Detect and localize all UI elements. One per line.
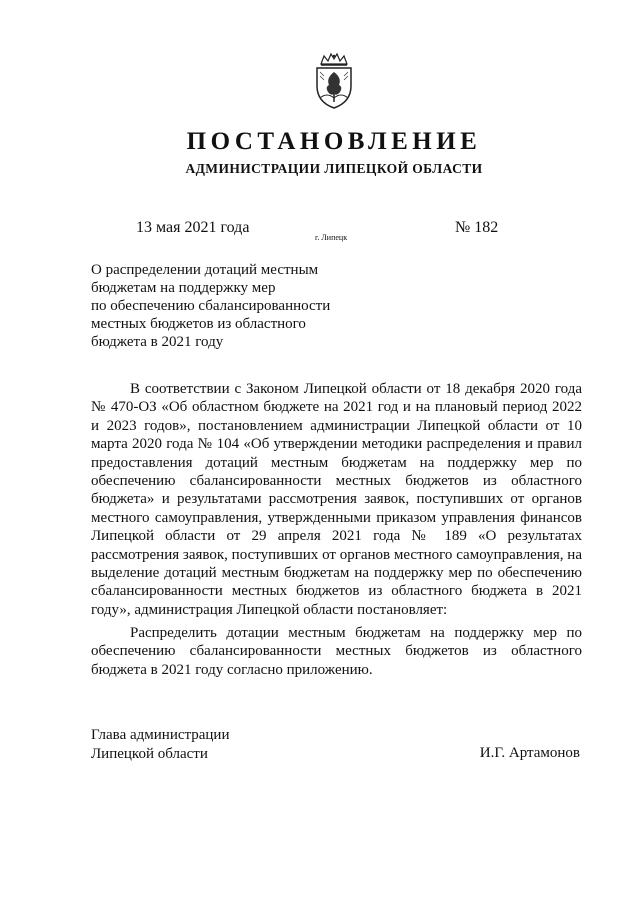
document-city: г. Липецк <box>315 233 348 242</box>
body-paragraph: В соответствии с Законом Липецкой области от 18 декабря 2020 года № 470-ОЗ «Об областном бюджете на 2021 год и на плановый период 2022 и 2023 годов», постановлением администрации Липецкой области от 10 марта 2020 года № 104 «Об утверждении методики распределения и правил предоставления дотаций местным бюджетам на поддержку мер по обеспечению сбалансированности местных бюджетов из областного бюджета» и результатами рассмотрения заявок, поступивших от органов местного самоуправления, утвержденными приказом управления финансов Липецкой области от 29 апреля 2021 года № 189 «О результатах рассмотрения заявок, поступивших от органов местного самоуправления, на выделение дотаций местным бюджетам на поддержку мер по обеспечению сбалансированности местных бюджетов из областного бюджета в 2021 году», администрация Липецкой области постановляет: <box>91 381 582 618</box>
document-date: 13 мая 2021 года <box>136 219 250 236</box>
document-issuer: АДМИНИСТРАЦИИ ЛИПЕЦКОЙ ОБЛАСТИ <box>185 161 483 176</box>
subject-line: бюджета в 2021 году <box>91 334 224 350</box>
subject-line: по обеспечению сбалансированности <box>91 298 331 314</box>
body-paragraph: Распределить дотации местным бюджетам на поддержку мер по обеспечению сбалансированности местных бюджетов из областного бюджета в 2021 году согласно приложению. <box>91 625 582 678</box>
subject-line: О распределении дотаций местным <box>91 262 319 278</box>
document-subject <box>91 261 391 351</box>
coat-of-arms-icon <box>311 52 357 110</box>
signatory-position <box>91 726 229 763</box>
signatory-position-line: Липецкой области <box>91 745 208 762</box>
signatory-name: И.Г. Артамонов <box>479 745 580 761</box>
signatory-position-line: Глава администрации <box>91 727 230 743</box>
document-number: № 182 <box>455 219 499 236</box>
document-type-heading: ПОСТАНОВЛЕНИЕ <box>186 128 482 155</box>
subject-line: бюджетам на поддержку мер <box>91 280 276 296</box>
subject-line: местных бюджетов из областного <box>91 316 306 332</box>
